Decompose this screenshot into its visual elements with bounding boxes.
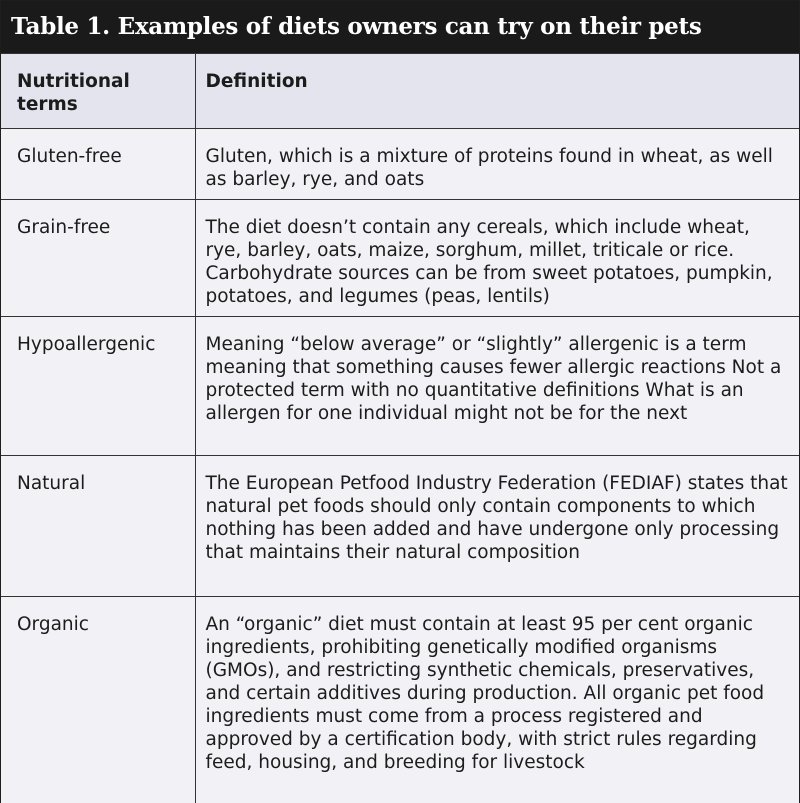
table-header-row [1, 54, 799, 129]
term-cell: Natural [1, 456, 195, 597]
diets-table [1, 53, 799, 803]
term-cell: Grain-free [1, 200, 195, 317]
definition-cell: Meaning “below average” or “slightly” allergenic is a term meaning that something causes fewer allergic reactions Not a protected term with no quantitative definitions What is an allergen for one individual might not be for the next [195, 317, 799, 456]
term-cell: Gluten-free [1, 129, 195, 200]
table-row [1, 200, 799, 317]
header-nutritional-terms: Nutritional terms [1, 54, 195, 129]
table-row [1, 317, 799, 456]
table-row [1, 597, 799, 803]
header-definition: Definition [195, 54, 799, 129]
definition-cell: The European Petfood Industry Federation (FEDIAF) states that natural pet foods should only contain components to which nothing has been added and have undergone only processing that maintains their natural composition [195, 456, 799, 597]
definition-cell: Gluten, which is a mixture of proteins found in wheat, as well as barley, rye, and oats [195, 129, 799, 200]
table-row [1, 129, 799, 200]
definition-cell: An “organic” diet must contain at least 95 per cent organic ingredients, prohibiting genetically modified organisms (GMOs), and restricting synthetic chemicals, preservatives, and certain additives during production. All organic pet food ingredients must come from a process registered and approved by a certification body, with strict rules regarding feed, housing, and breeding for livestock [195, 597, 799, 803]
term-cell: Hypoallergenic [1, 317, 195, 456]
table-title: Table 1. Examples of diets owners can try on their pets [1, 1, 799, 53]
table-row [1, 456, 799, 597]
term-cell: Organic [1, 597, 195, 803]
definition-cell: The diet doesn’t contain any cereals, which include wheat, rye, barley, oats, maize, sorghum, millet, triticale or rice. Carbohydrate sources can be from sweet potatoes, pumpkin, potatoes, and legumes (peas, lentils) [195, 200, 799, 317]
